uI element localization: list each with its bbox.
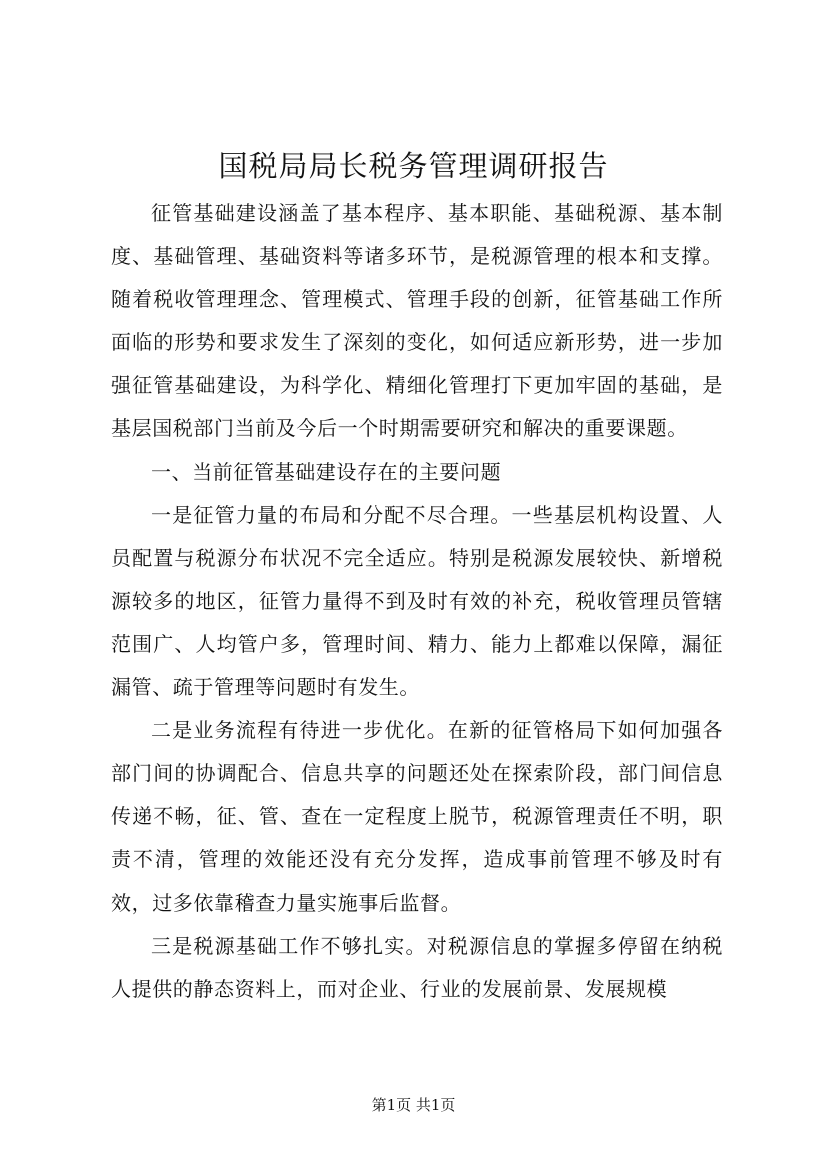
section-heading: 一、当前征管基础建设存在的主要问题	[151, 459, 502, 484]
document-body	[111, 192, 723, 1011]
paragraph-issue-2: 二是业务流程有待进一步优化。在新的征管格局下如何加强各部门间的协调配合、信息共享的问题还处在探索阶段，部门间信息传递不畅，征、管、查在一定程度上脱节，税源管理责任不明，职责不清，管理的效能还没有充分发挥，造成事前管理不够及时有效，过多依靠稽查力量实施事后监督。	[111, 718, 723, 915]
paragraph-intro: 征管基础建设涵盖了基本程序、基本职能、基础税源、基本制度、基础管理、基础资料等诸多环节，是税源管理的根本和支撑。随着税收管理理念、管理模式、管理手段的创新，征管基础工作所面临的形势和要求发生了深刻的变化，如何适应新形势，进一步加强征管基础建设，为科学化、精细化管理打下更加牢固的基础，是基层国税部门当前及今后一个时期需要研究和解决的重要课题。	[111, 201, 723, 441]
document-title: 国税局局长税务管理调研报告	[218, 149, 609, 183]
page-footer: 第1页 共1页	[371, 1096, 456, 1114]
paragraph-issue-1: 一是征管力量的布局和分配不尽合理。一些基层机构设置、人员配置与税源分布状况不完全适应。特别是税源发展较快、新增税源较多的地区，征管力量得不到及时有效的补充，税收管理员管辖范围广、人均管户多，管理时间、精力、能力上都难以保障，漏征漏管、疏于管理等问题时有发生。	[111, 502, 723, 700]
paragraph-issue-3: 三是税源基础工作不够扎实。对税源信息的掌握多停留在纳税人提供的静态资料上，而对企业、行业的发展前景、发展规模	[111, 933, 723, 1001]
